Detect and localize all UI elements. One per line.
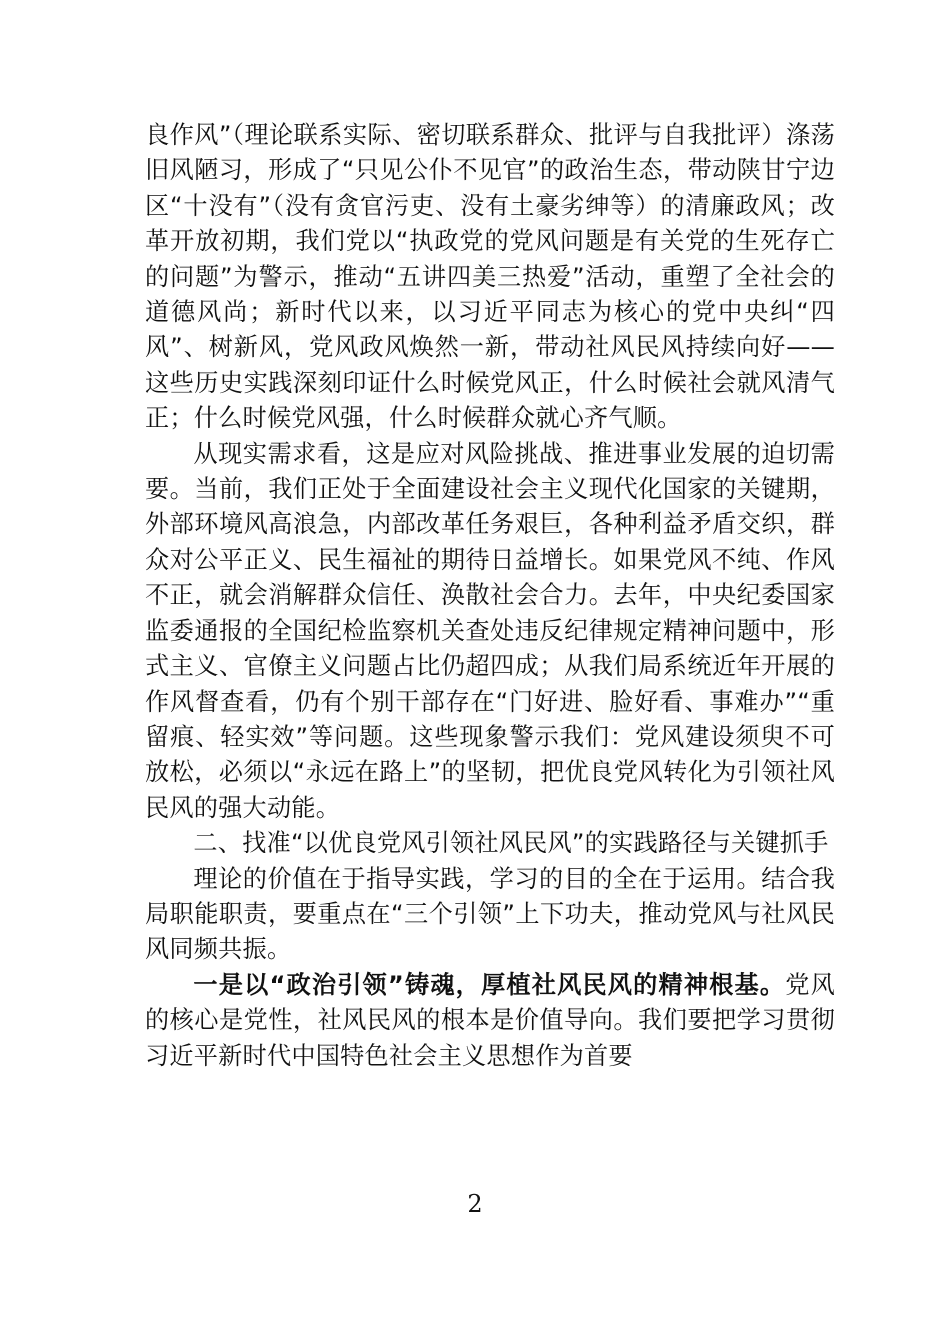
section-heading: 二、找准“以优良党风引领社风民风”的实践路径与关键抓手	[193, 829, 829, 858]
lead-sentence: 一是以“政治引领”铸魂，厚植社风民风的精神根基。	[193, 970, 786, 999]
page-number: 2	[467, 1190, 483, 1218]
paragraph-practical-needs: 从现实需求看，这是应对风险挑战、推进事业发展的迫切需要。当前，我们正处于全面建设社会主义现代化国家的关键期，外部环境风高浪急，内部改革任务艰巨，各种利益矛盾交织，群众对公平正义、民生福祉的期待日益增长。如果党风不纯、作风不正，就会消解群众信任、涣散社会合力。去年，中央纪委国家监委通报的全国纪检监察机关查处违反纪律规定精神问题中，形式主义、官僚主义问题占比仍超四成；从我们局系统近年开展的作风督查看，仍有个别干部存在“门好进、脸好看、事难办”“重留痕、轻实效”等问题。这些现象警示我们：党风建设须臾不可放松，必须以“永远在路上”的坚韧，把优良党风转化为引领社风民风的强大动能。	[145, 439, 835, 822]
paragraph-continuation: 良作风”（理论联系实际、密切联系群众、批评与自我批评）涤荡旧风陋习，形成了“只见公仆不见官”的政治生态，带动陕甘宁边区“十没有”（没有贪官污吏、没有土豪劣绅等）的清廉政风；改革开放初期，我们党以“执政党的党风问题是有关党的生死存亡的问题”为警示，推动“五讲四美三热爱”活动，重塑了全社会的道德风尚；新时代以来，以习近平同志为核心的党中央纠“四风”、树新风，党风政风焕然一新，带动社风民风持续向好——这些历史实践深刻印证什么时候党风正，什么时候社会就风清气正；什么时候党风强，什么时候群众就心齐气顺。	[145, 121, 835, 433]
paragraph-theory-practice: 理论的价值在于指导实践，学习的目的全在于运用。结合我局职能职责，要重点在“三个引领”上下功夫，推动党风与社风民风同频共振。	[145, 864, 835, 964]
paragraph-political-guidance	[145, 968, 835, 1074]
paragraph-political-guidance-text: 党风的核心是党性，社风民风的根本是价值导向。我们要把学习贯彻习近平新时代中国特色社会主义思想作为首要	[145, 970, 835, 1070]
document-body	[145, 118, 835, 1074]
